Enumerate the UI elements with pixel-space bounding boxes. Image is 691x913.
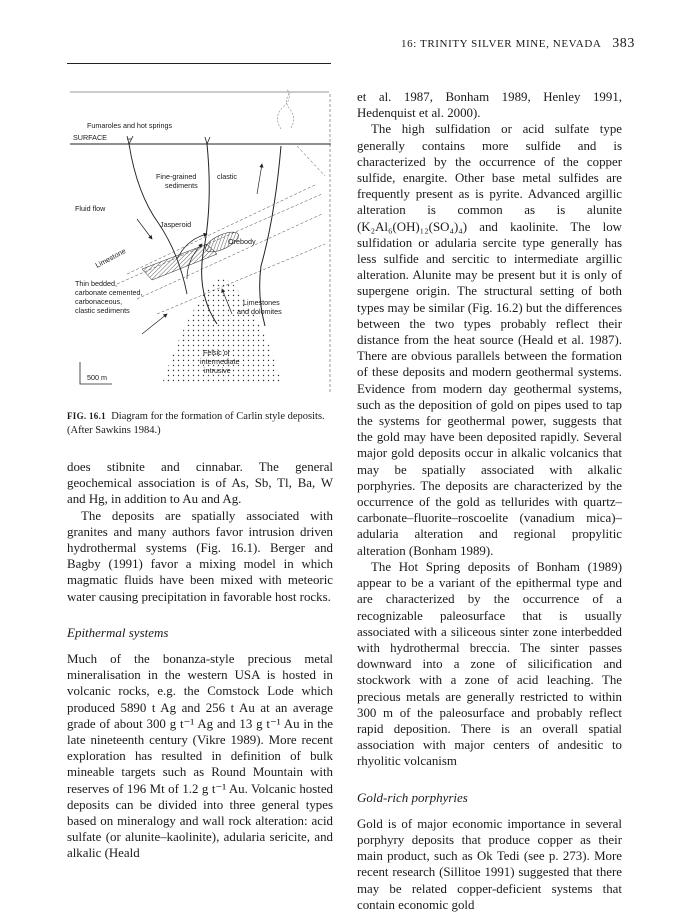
figure-svg [67,84,337,398]
label-intermediate: intermediate [200,357,240,366]
left-column [67,459,333,862]
label-thin-bedded: Thin bedded, [75,279,117,288]
paragraph: The high sulfidation or acid sulfate type generally contains more sulfide and is characterized by the occurrence of the copper sulfide, enargite. Other base metal sulfides are frequently present as is pyrite. Advanced argillic alteration is common as is alunite (K₂Al₆(OH)₁₂(SO₄)₄) and kaolinite. The low sulfidation or adularia sercite type generally has less sulfide and sercitic to intermediate argillic alteration. Alunite may be present but it is only of supergene origin. The structural setting of both types may be similar (Fig. 16.2) but the differences between the two types probably reflect their distance from the heat source (Heald et al. 1987). There are obvious parallels between the formation of these deposits and modern geothermal systems. Evidence from modern day geothermal systems, such as the deposition of gold on pipes used to tap the systems for geothermal power, suggests that the gold may have been deposited rapidly. Several major gold deposits occur in alkalic volcanics that may be spatially associated with alkalic porphyries. The deposits are characterized by the occurrence of the gold as tellurides with quartz–carbonate–fluorite–roscoelite (vanadium mica)–adularia alteration and regional propylitic alteration (Bonham 1989). [357,122,622,558]
label-scale: 500 m [87,373,107,382]
label-sediments: sediments [165,181,198,190]
steam-plume [277,89,293,129]
label-carbonate-cemented: carbonate cemented, [75,288,143,297]
label-surface: SURFACE [73,133,107,142]
section-heading: Gold-rich porphyries [357,789,468,805]
label-limestones: Limestones [243,298,280,307]
label-clastic-sediments: clastic sediments [75,306,130,315]
fumarole-vent [127,136,133,144]
label-limestone: Limestone [93,246,128,270]
label-fumaroles: Fumaroles and hot springs [87,121,173,130]
right-column [357,89,622,913]
running-head [401,36,635,52]
paragraph: et al. 1987, Bonham 1989, Henley 1991, Hedenquist et al. 2000). [357,90,622,121]
figure-carlin-diagram [67,84,337,398]
running-title: 16: TRINITY SILVER MINE, NEVADA [401,38,601,50]
paragraph: The Hot Spring deposits of Bonham (1989) appear to be a variant of the epithermal type and are characterized by the occurrence of a recognizable paleosurface that is usually associated with a siliceous sinter zone interbedded with hydrothermal breccia. The sinter passes downward into a zone of silicification and stockwork with a zone of acid leaching. The precious metals are generally restricted to within 300 m of the paleosurface and probably reflect rapid deposition. There is an overall spatial association with major centers of andesitic to rhyolitic volcanism [357,559,622,769]
label-clastic: clastic [217,172,237,181]
label-intrusive: intrusive [204,366,231,375]
label-jasperoid: Jasperoid [160,220,192,229]
label-fine-grained: Fine-grained [156,172,197,181]
paragraph: Gold is of major economic importance in several porphyry deposits that produce copper as their main product, such as Ok Tedi (see p. 273). More recent research (Sillitoe 1991) suggested that there may be related copper-deficient systems that contain economic gold [357,816,622,912]
label-orebody: Orebody [228,237,256,246]
paragraph: Much of the bonanza-style precious metal mineralisation in the western USA is hosted in volcanic rocks, e.g. the Comstock Lode which produced 5890 t Ag and 256 t Au at an average grade of about 300 g t⁻¹ Ag and 13 g t⁻¹ Au in the late nineteenth century (Vikre 1989). More recent exploration has resulted in definition of bulk mineable targets such as Round Mountain with reserves of 196 Mt of 1.2 g t⁻¹ Au. Volcanic hosted deposits can be divided into three general types based on mineralogy and wall rock alteration: acid sulfate (or alunite–kaolinite), adularia sericite, and alkalic (Heald [67,652,333,861]
label-felsic-or: Felsic or [203,348,231,357]
header-rule [67,63,331,64]
paragraph: does stibnite and cinnabar. The general geochemical association is of As, Sb, Tl, Ba, W and Hg, in addition to Au and Ag. [67,460,333,507]
hot-spring-vent [205,137,210,144]
caption-label: FIG. 16.1 [67,411,106,421]
paragraph: The deposits are spatially associated with granites and many authors favor intrusion driven hydrothermal systems (Fig. 16.1). Berger and Bagby (1991) favor a mixing model in which magmatic fluids have been mixed with meteoric water causing precipitation in favorable host rocks. [67,508,333,604]
label-carbonaceous: carbonaceous, [75,297,123,306]
caption-text: Diagram for the formation of Carlin style deposits. (After Sawkins 1984.) [67,411,325,436]
section-heading: Epithermal systems [67,624,169,640]
figure-caption [67,409,333,438]
label-fluid-flow: Fluid flow [75,204,106,213]
page-number: 383 [612,36,635,51]
label-and-dolomites: and dolomites [237,307,282,316]
